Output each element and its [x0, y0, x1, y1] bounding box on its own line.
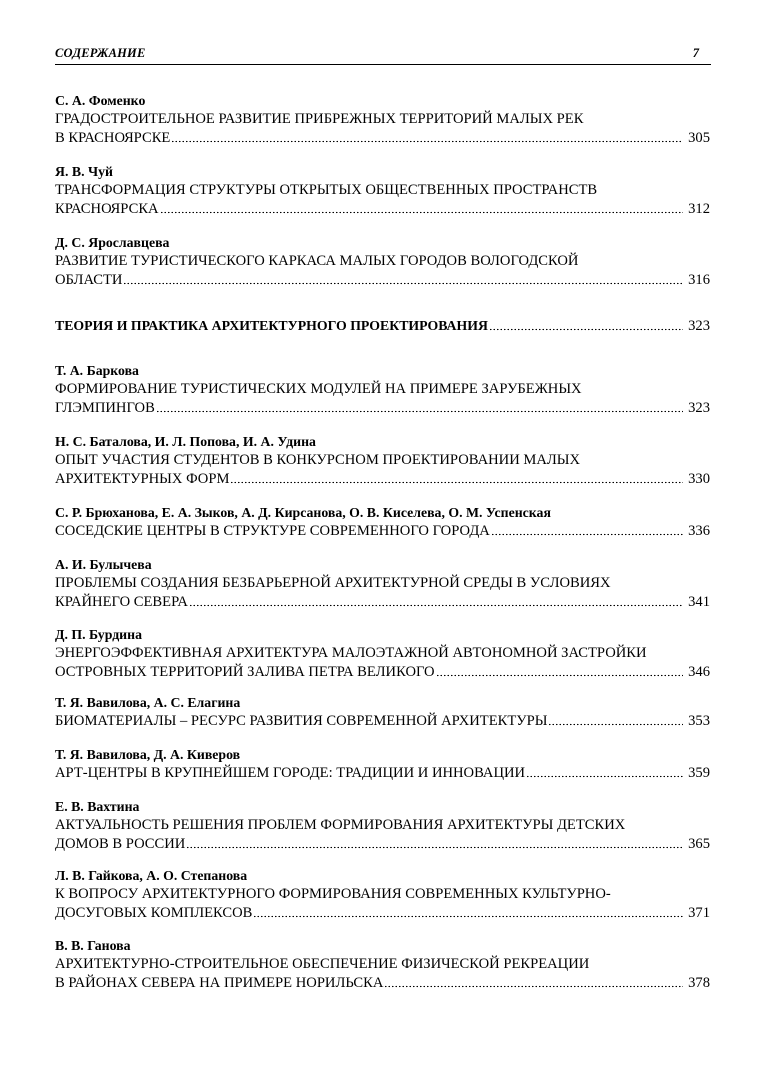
entry-author: А. И. Булычева: [55, 557, 152, 572]
dot-leader: [526, 775, 683, 778]
entry-title-line: АКТУАЛЬНОСТЬ РЕШЕНИЯ ПРОБЛЕМ ФОРМИРОВАНИЯ АРХИТЕКТУРЫ ДЕТСКИХ: [55, 817, 626, 833]
entry-last-line: [55, 974, 710, 993]
dot-leader: [123, 282, 683, 285]
entry-author: С. А. Фоменко: [55, 93, 146, 108]
running-header: [55, 44, 711, 65]
entry-author: Е. В. Вахтина: [55, 799, 140, 814]
entry-title-line: АРТ-ЦЕНТРЫ В КРУПНЕЙШЕМ ГОРОДЕ: ТРАДИЦИИ И ИННОВАЦИИ: [55, 765, 526, 781]
entry-author: Я. В. Чуй: [55, 164, 113, 179]
entry-author: С. Р. Брюханова, Е. А. Зыков, А. Д. Кирсанова, О. В. Киселева, О. М. Успенская: [55, 505, 551, 520]
entry-page-number: 378: [688, 975, 710, 991]
entry-last-line: [55, 712, 710, 731]
header-title: СОДЕРЖАНИЕ: [55, 46, 146, 60]
entry-title-line: СОСЕДСКИЕ ЦЕНТРЫ В СТРУКТУРЕ СОВРЕМЕННОГО ГОРОДА: [55, 523, 490, 539]
entry-title-line: КРАЙНЕГО СЕВЕРА: [55, 594, 188, 610]
toc-entry: [55, 798, 710, 854]
dot-leader: [160, 211, 683, 214]
entry-title-line: КРАСНОЯРСКА: [55, 201, 159, 217]
entry-title-line: В РАЙОНАХ СЕВЕРА НА ПРИМЕРЕ НОРИЛЬСКА: [55, 975, 384, 991]
entry-page-number: 316: [688, 272, 710, 288]
dot-leader: [489, 328, 683, 331]
toc-entry: [55, 694, 710, 731]
entry-title-line: АРХИТЕКТУРНЫХ ФОРМ: [55, 471, 230, 487]
section-page-number: 323: [688, 318, 710, 334]
dot-leader: [189, 604, 683, 607]
entry-last-line: [55, 663, 710, 682]
entry-title-line: ДОМОВ В РОССИИ: [55, 836, 186, 852]
entry-title-line: ФОРМИРОВАНИЕ ТУРИСТИЧЕСКИХ МОДУЛЕЙ НА ПРИМЕРЕ ЗАРУБЕЖНЫХ: [55, 381, 582, 397]
entry-title-line: В КРАСНОЯРСКЕ: [55, 130, 171, 146]
entry-page-number: 312: [688, 201, 710, 217]
entry-last-line: [55, 835, 710, 854]
entry-title-line: ГРАДОСТРОИТЕЛЬНОЕ РАЗВИТИЕ ПРИБРЕЖНЫХ ТЕРРИТОРИЙ МАЛЫХ РЕК: [55, 111, 584, 127]
dot-leader: [186, 846, 683, 849]
entry-page-number: 323: [688, 400, 710, 416]
entry-page-number: 336: [688, 523, 710, 539]
toc-entry: [55, 937, 710, 993]
entry-author: Т. Я. Вавилова, А. С. Елагина: [55, 695, 241, 710]
entry-title-line: ТРАНСФОРМАЦИЯ СТРУКТУРЫ ОТКРЫТЫХ ОБЩЕСТВЕННЫХ ПРОСТРАНСТВ: [55, 182, 598, 198]
entry-last-line: [55, 470, 710, 489]
entry-title-line: ОСТРОВНЫХ ТЕРРИТОРИЙ ЗАЛИВА ПЕТРА ВЕЛИКОГО: [55, 664, 435, 680]
entry-last-line: [55, 200, 710, 219]
toc-entry: [55, 92, 710, 148]
toc-entry: [55, 433, 710, 489]
entry-page-number: 305: [688, 130, 710, 146]
entry-author: В. В. Ганова: [55, 938, 131, 953]
entry-author: Л. В. Гайкова, А. О. Степанова: [55, 868, 248, 883]
entry-page-number: 371: [688, 905, 710, 921]
header-page-number: 7: [692, 46, 699, 60]
section-title: ТЕОРИЯ И ПРАКТИКА АРХИТЕКТУРНОГО ПРОЕКТИРОВАНИЯ: [55, 318, 488, 333]
entry-title-line: ГЛЭМПИНГОВ: [55, 400, 155, 416]
entry-title-line: ОПЫТ УЧАСТИЯ СТУДЕНТОВ В КОНКУРСНОМ ПРОЕКТИРОВАНИИ МАЛЫХ: [55, 452, 581, 468]
entry-last-line: [55, 764, 710, 783]
entry-title-line: ЭНЕРГОЭФФЕКТИВНАЯ АРХИТЕКТУРА МАЛОЭТАЖНОЙ АВТОНОМНОЙ ЗАСТРОЙКИ: [55, 645, 647, 661]
entry-page-number: 346: [688, 664, 710, 680]
entry-author: Д. С. Ярославцева: [55, 235, 170, 250]
dot-leader: [253, 915, 683, 918]
dot-leader: [548, 723, 683, 726]
entry-last-line: [55, 522, 710, 541]
dot-leader: [156, 410, 683, 413]
entry-title-line: ДОСУГОВЫХ КОМПЛЕКСОВ: [55, 905, 253, 921]
toc-entry: [55, 556, 710, 612]
entry-title-line: РАЗВИТИЕ ТУРИСТИЧЕСКОГО КАРКАСА МАЛЫХ ГОРОДОВ ВОЛОГОДСКОЙ: [55, 253, 579, 269]
toc-entry: [55, 234, 710, 290]
entry-last-line: [55, 129, 710, 148]
entry-title-line: ПРОБЛЕМЫ СОЗДАНИЯ БЕЗБАРЬЕРНОЙ АРХИТЕКТУРНОЙ СРЕДЫ В УСЛОВИЯХ: [55, 575, 611, 591]
entry-title-line: БИОМАТЕРИАЛЫ – РЕСУРС РАЗВИТИЯ СОВРЕМЕННОЙ АРХИТЕКТУРЫ: [55, 713, 548, 729]
entry-title-line: ОБЛАСТИ: [55, 272, 123, 288]
dot-leader: [436, 674, 683, 677]
entry-page-number: 359: [688, 765, 710, 781]
dot-leader: [171, 140, 683, 143]
entry-title-line: АРХИТЕКТУРНО-СТРОИТЕЛЬНОЕ ОБЕСПЕЧЕНИЕ ФИЗИЧЕСКОЙ РЕКРЕАЦИИ: [55, 956, 590, 972]
toc-entry: [55, 504, 710, 541]
entry-author: Т. Я. Вавилова, Д. А. Киверов: [55, 747, 241, 762]
section-line: [55, 316, 710, 336]
toc-entry: [55, 163, 710, 219]
entry-last-line: [55, 271, 710, 290]
entry-author: Д. П. Бурдина: [55, 627, 142, 642]
toc-section: [55, 316, 710, 336]
entry-page-number: 341: [688, 594, 710, 610]
entry-last-line: [55, 593, 710, 612]
toc-entry: [55, 362, 710, 418]
dot-leader: [491, 533, 683, 536]
toc-entry: [55, 746, 710, 783]
entry-page-number: 330: [688, 471, 710, 487]
entry-last-line: [55, 399, 710, 418]
dot-leader: [384, 985, 683, 988]
entry-page-number: 353: [688, 713, 710, 729]
entry-title-line: К ВОПРОСУ АРХИТЕКТУРНОГО ФОРМИРОВАНИЯ СОВРЕМЕННЫХ КУЛЬТУРНО-: [55, 886, 611, 902]
entry-last-line: [55, 904, 710, 923]
toc-entry: [55, 867, 710, 923]
entry-page-number: 365: [688, 836, 710, 852]
entry-author: Т. А. Баркова: [55, 363, 139, 378]
dot-leader: [230, 481, 683, 484]
toc-entry: [55, 626, 710, 682]
entry-author: Н. С. Баталова, И. Л. Попова, И. А. Удина: [55, 434, 316, 449]
